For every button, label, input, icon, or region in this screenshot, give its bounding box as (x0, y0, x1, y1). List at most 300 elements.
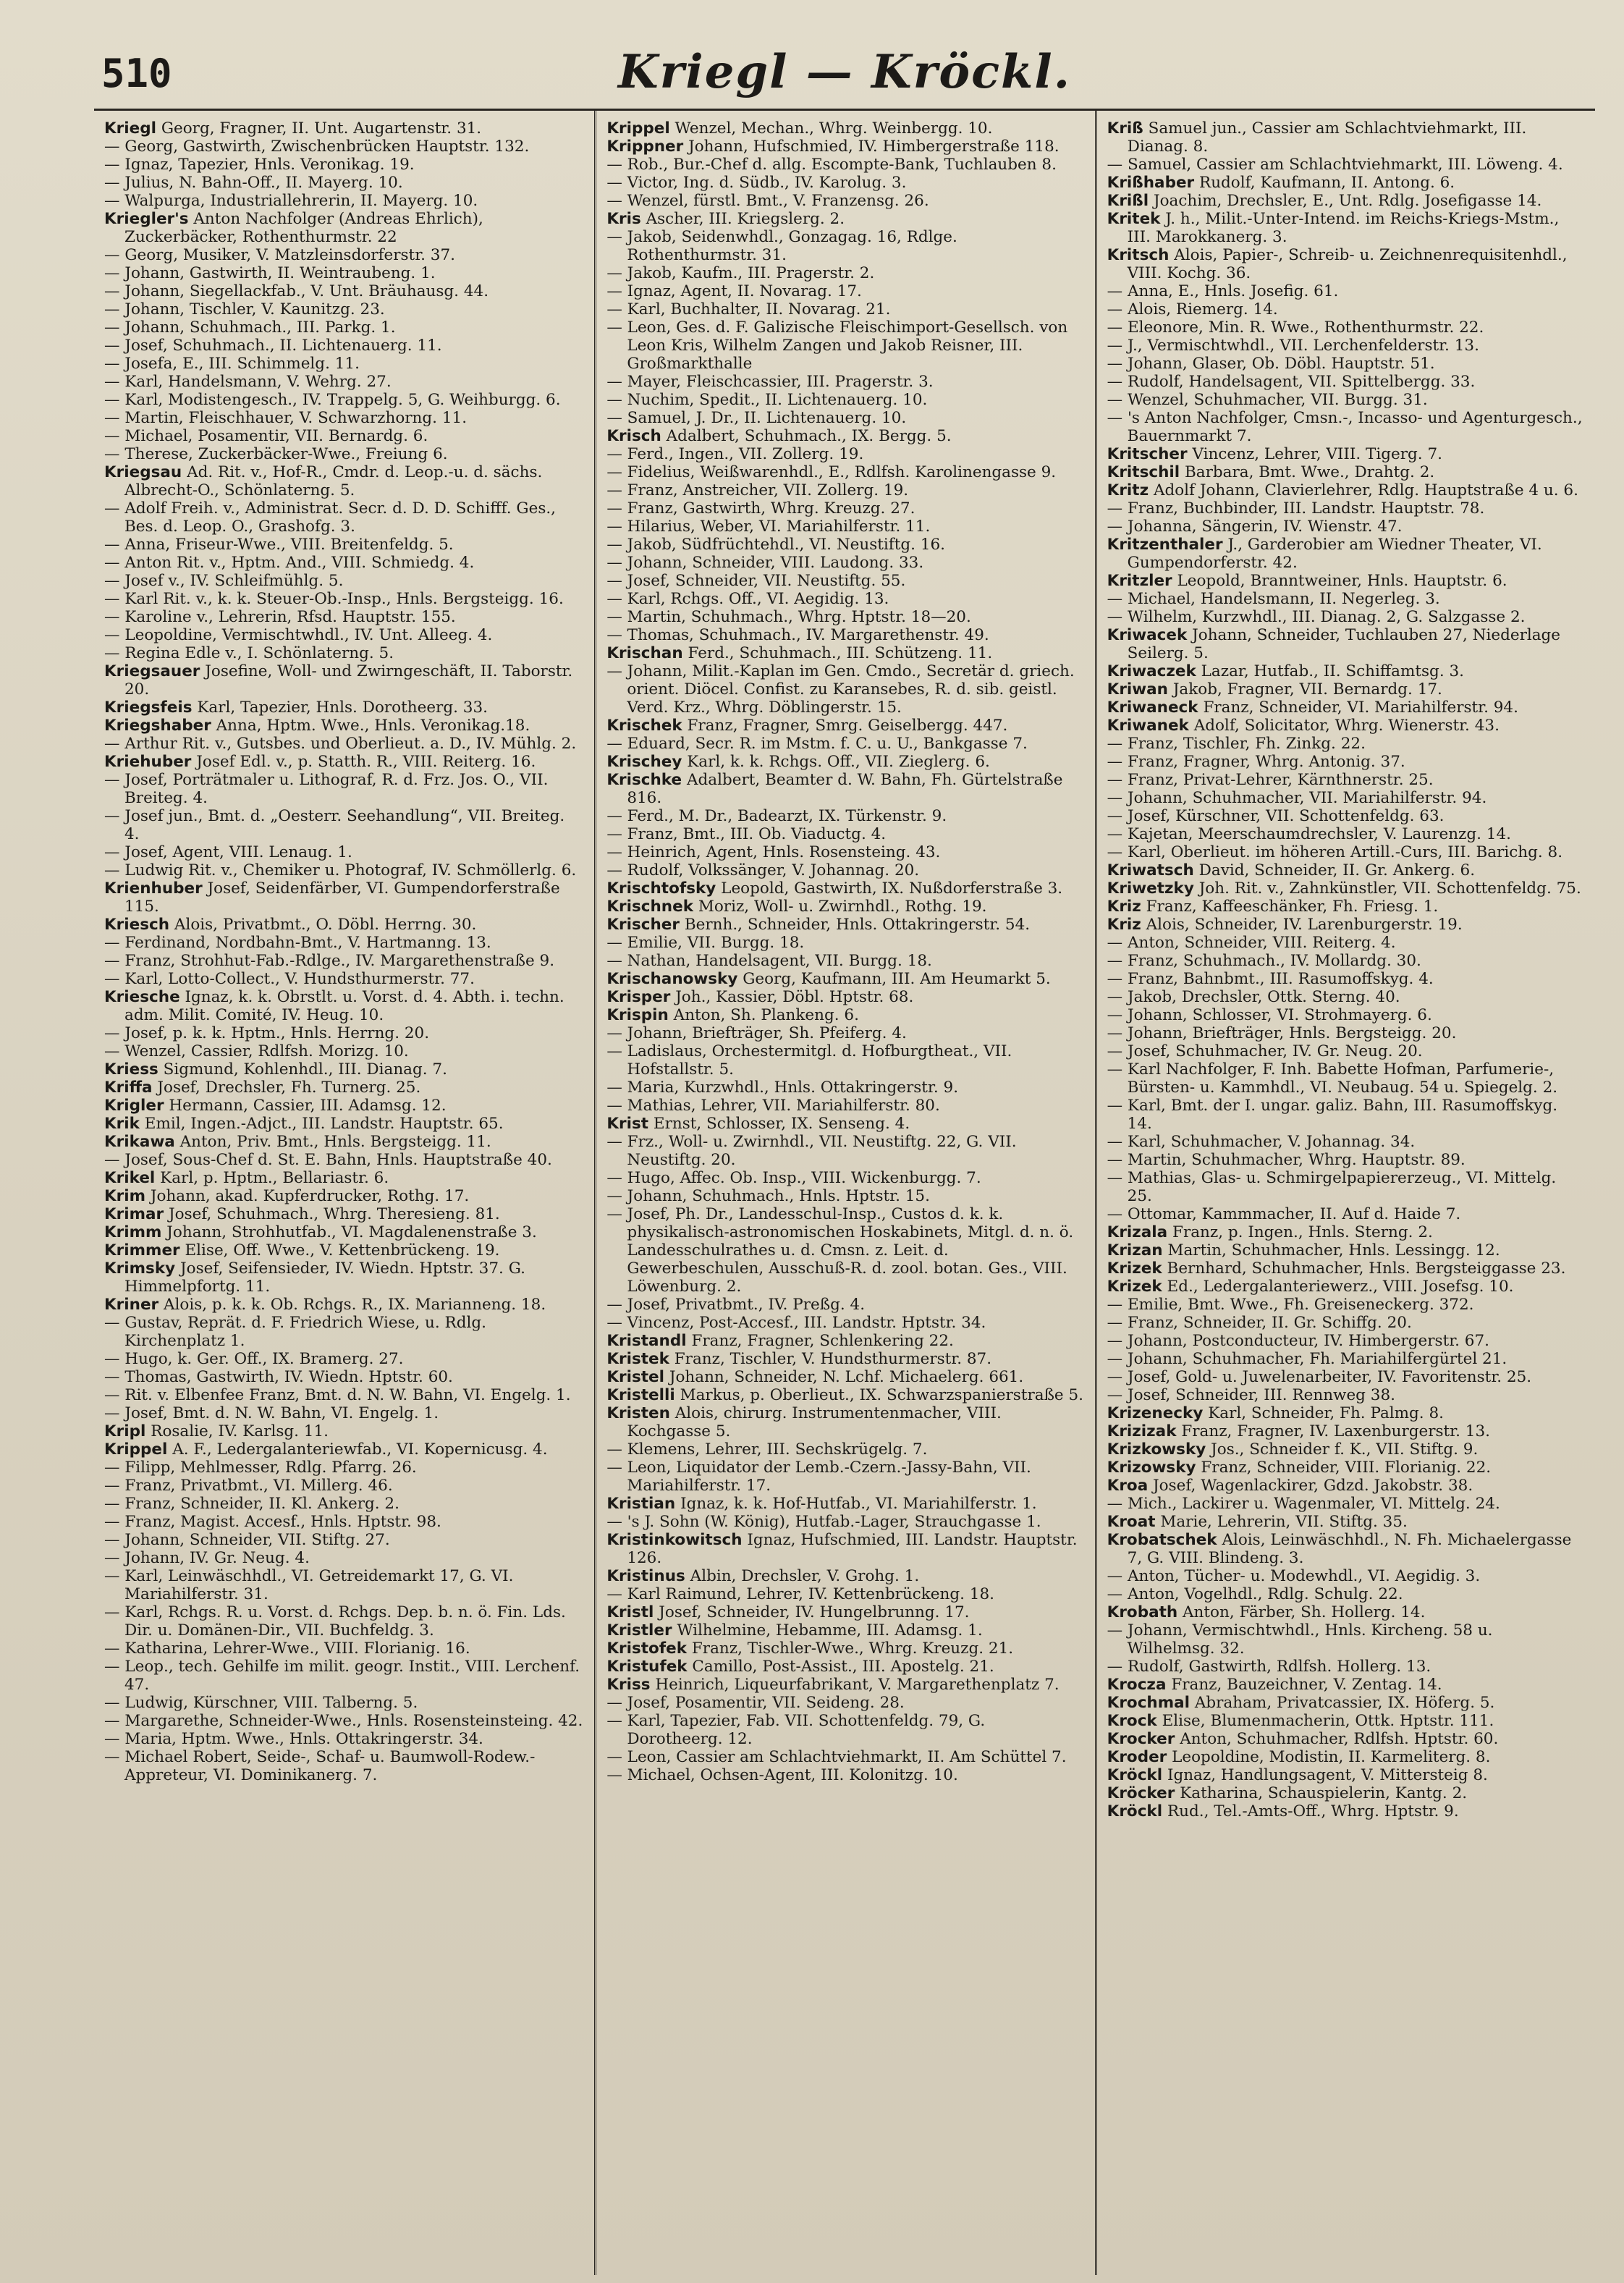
directory-entry (606, 192, 1084, 210)
directory-entry (104, 300, 584, 318)
entry-text: — Leop., tech. Gehilfe im milit. geogr. Instit., VIII. Lerchenf. 47. (104, 1658, 580, 1694)
directory-entry (606, 1640, 1084, 1658)
directory-entry (606, 879, 1084, 898)
entry-text: — Samuel, Cassier am Schlachtviehmarkt, III. Löweng. 4. (1107, 156, 1563, 174)
entry-text: — Josef, Privatbmt., IV. Preßg. 4. (606, 1296, 866, 1314)
entry-text: Markus, p. Oberlieut., IX. Schwarzspanierstraße 5. (680, 1386, 1084, 1404)
directory-entry (606, 1459, 1084, 1495)
directory-entry (104, 879, 584, 916)
directory-entry (1107, 608, 1585, 626)
entry-text: Rud., Tel.-Amts-Off., Whrg. Hptstr. 9. (1167, 1802, 1459, 1820)
entry-text: — Mich., Lackirer u. Wagenmaler, VI. Mittelg. 24. (1107, 1495, 1500, 1513)
directory-entry (606, 156, 1084, 174)
entry-text: — Karl, Rchgs. R. u. Vorst. d. Rchgs. Dep. b. n. ö. Fin. Lds. Dir. u. Domänen-Dir., VII. Buchfeldg. 3. (104, 1603, 566, 1640)
entry-text: Georg, Fragner, II. Unt. Augartenstr. 31. (161, 119, 482, 138)
entry-text: Alois, chirurg. Instrumentenmacher, VIII. Kochgasse 5. (627, 1404, 1002, 1440)
directory-entry (606, 1024, 1084, 1042)
entry-text: Elise, Blumenmacherin, Ottk. Hptstr. 111. (1162, 1712, 1494, 1730)
entry-surname: Krippel (104, 1440, 168, 1459)
column-3 (1095, 111, 1595, 2275)
directory-entry (606, 499, 1084, 518)
entry-text: — Eduard, Secr. R. im Mstm. f. C. u. U., Bankgasse 7. (606, 735, 1028, 753)
directory-entry (606, 1658, 1084, 1676)
entry-surname: Krischek (606, 717, 682, 735)
entry-text: — Franz, Privatbmt., VI. Millerg. 46. (104, 1477, 393, 1495)
directory-entry (104, 717, 584, 735)
directory-entry (104, 988, 584, 1024)
directory-entry (104, 1567, 584, 1603)
entry-text: — Wenzel, Schuhmacher, VII. Burgg. 31. (1107, 391, 1428, 409)
entry-surname: Krobatschek (1107, 1531, 1217, 1549)
entry-text: — Maria, Hptm. Wwe., Hnls. Ottakringerstr. 34. (104, 1730, 483, 1748)
entry-text: Franz, Tischler, V. Hundsthurmerstr. 87. (674, 1350, 992, 1368)
directory-entry (606, 391, 1084, 409)
entry-text: — Leopoldine, Vermischtwhdl., IV. Unt. Alleeg. 4. (104, 626, 493, 644)
directory-entry (1107, 1802, 1585, 1820)
entry-text: — Ladislaus, Orchestermitgl. d. Hofburgtheat., VII. Hofstallstr. 5. (606, 1042, 1012, 1079)
directory-columns (94, 111, 1595, 2275)
directory-entry (606, 1006, 1084, 1024)
entry-text: Bernhard, Schuhmacher, Hnls. Bergsteiggasse 23. (1167, 1259, 1566, 1278)
entry-text: Alois, Schneider, IV. Larenburgerstr. 19. (1146, 916, 1463, 934)
directory-entry (606, 1368, 1084, 1386)
directory-entry (104, 970, 584, 988)
entry-surname: Kristofek (606, 1640, 688, 1658)
entry-text: — Mathias, Lehrer, VII. Mariahilferstr. 80. (606, 1097, 940, 1115)
directory-entry (606, 771, 1084, 807)
entry-surname: Kriwanek (1107, 717, 1189, 735)
directory-entry (1107, 1278, 1585, 1296)
entry-surname: Kriwetzky (1107, 879, 1194, 898)
entry-text: — Franz, Buchbinder, III. Landstr. Hauptstr. 78. (1107, 499, 1485, 518)
directory-entry (104, 1350, 584, 1368)
entry-surname: Kroat (1107, 1513, 1156, 1531)
entry-text: — Josef, p. k. k. Hptm., Hnls. Herrng. 20. (104, 1024, 430, 1042)
directory-entry (606, 210, 1084, 228)
directory-entry (1107, 1784, 1585, 1802)
entry-surname: Krizenecky (1107, 1404, 1204, 1422)
directory-entry (1107, 174, 1585, 192)
page-number: 510 (101, 51, 172, 96)
directory-entry (104, 210, 584, 246)
entry-text: — Johann, Briefträger, Sh. Pfeiferg. 4. (606, 1024, 907, 1042)
entry-surname: Krik (104, 1115, 140, 1133)
directory-entry (606, 518, 1084, 536)
entry-text: — Franz, Gastwirth, Whrg. Kreuzg. 27. (606, 499, 915, 518)
entry-text: Franz, Tischler-Wwe., Whrg. Kreuzg. 21. (691, 1640, 1014, 1658)
directory-entry (104, 192, 584, 210)
directory-entry (1107, 1024, 1585, 1042)
entry-surname: Kris (606, 210, 641, 228)
entry-text: Hermann, Cassier, III. Adamsg. 12. (169, 1097, 447, 1115)
entry-surname: Krimmer (104, 1241, 180, 1259)
directory-entry (1107, 861, 1585, 879)
directory-entry (606, 1495, 1084, 1513)
directory-entry (1107, 590, 1585, 608)
entry-text: Adolf Johann, Clavierlehrer, Rdlg. Hauptstraße 4 u. 6. (1153, 481, 1578, 499)
directory-entry (1107, 1133, 1585, 1151)
directory-entry (1107, 337, 1585, 355)
entry-surname: Krischtofsky (606, 879, 716, 898)
directory-entry (104, 337, 584, 355)
entry-surname: Kritek (1107, 210, 1161, 228)
directory-entry (104, 1549, 584, 1567)
entry-surname: Kriegsauer (104, 662, 200, 680)
directory-entry (606, 735, 1084, 753)
directory-entry (606, 1296, 1084, 1314)
directory-entry (606, 1567, 1084, 1585)
directory-entry (1107, 807, 1585, 825)
entry-text: Karl, Schneider, Fh. Palmg. 8. (1208, 1404, 1444, 1422)
directory-entry (606, 1404, 1084, 1440)
directory-entry (1107, 1459, 1585, 1477)
directory-entry (104, 1024, 584, 1042)
entry-surname: Kristian (606, 1495, 676, 1513)
directory-entry (104, 807, 584, 843)
entry-text: Johann, Hufschmied, IV. Himbergerstraße 118. (688, 138, 1060, 156)
directory-entry (606, 1603, 1084, 1621)
directory-entry (1107, 119, 1585, 156)
entry-text: — Johann, Schuhmach., Hnls. Hptstr. 15. (606, 1187, 930, 1205)
directory-entry (1107, 879, 1585, 898)
directory-entry (606, 1350, 1084, 1368)
entry-surname: Kriz (1107, 898, 1141, 916)
directory-entry (104, 1169, 584, 1187)
entry-text: — Josefa, E., III. Schimmelg. 11. (104, 355, 360, 373)
directory-entry (104, 1042, 584, 1060)
entry-surname: Kristel (606, 1368, 664, 1386)
directory-entry (606, 1097, 1084, 1115)
entry-text: Ignaz, k. k. Obrstlt. u. Vorst. d. 4. Abth. i. techn. adm. Milit. Comité, IV. Heug. 10. (124, 988, 564, 1024)
directory-entry (104, 753, 584, 771)
directory-entry (1107, 536, 1585, 572)
entry-text: — Therese, Zuckerbäcker-Wwe., Freiung 6. (104, 445, 448, 463)
directory-entry (606, 1042, 1084, 1079)
entry-surname: Krocza (1107, 1676, 1167, 1694)
entry-text: Ferd., Schuhmach., III. Schützeng. 11. (688, 644, 993, 662)
entry-surname: Kriegl (104, 119, 156, 138)
entry-text: Lazar, Hutfab., II. Schiffamtsg. 3. (1201, 662, 1465, 680)
directory-entry (104, 1495, 584, 1513)
entry-text: — Johann, Tischler, V. Kaunitzg. 23. (104, 300, 385, 318)
entry-text: — Franz, Bahnbmt., III. Rasumoffskyg. 4. (1107, 970, 1434, 988)
entry-surname: Krienhuber (104, 879, 203, 898)
directory-entry (104, 318, 584, 337)
directory-entry (104, 699, 584, 717)
directory-entry (1107, 156, 1585, 174)
directory-entry (1107, 1440, 1585, 1459)
entry-text: — Johann, Siegellackfab., V. Unt. Bräuhausg. 44. (104, 282, 489, 300)
entry-text: Josef, Drechsler, Fh. Turnerg. 25. (157, 1079, 421, 1097)
directory-entry (104, 608, 584, 626)
entry-text: — Karl Rit. v., k. k. Steuer-Ob.-Insp., Hnls. Bergsteigg. 16. (104, 590, 564, 608)
directory-entry (104, 536, 584, 554)
entry-surname: Krischke (606, 771, 682, 789)
entry-text: — Eleonore, Min. R. Wwe., Rothenthurmstr. 22. (1107, 318, 1484, 337)
entry-text: — Klemens, Lehrer, III. Sechskrügelg. 7. (606, 1440, 928, 1459)
entry-surname: Krischanowsky (606, 970, 738, 988)
directory-entry (1107, 391, 1585, 409)
directory-entry (1107, 1531, 1585, 1567)
entry-text: Martin, Schuhmacher, Hnls. Lessingg. 12. (1167, 1241, 1500, 1259)
directory-entry (104, 463, 584, 499)
entry-text: — Rit. v. Elbenfee Franz, Bmt. d. N. W. Bahn, VI. Engelg. 1. (104, 1386, 571, 1404)
entry-text: Adalbert, Schuhmach., IX. Bergg. 5. (666, 427, 952, 445)
directory-entry (606, 373, 1084, 391)
directory-entry (606, 807, 1084, 825)
entry-text: — Wenzel, fürstl. Bmt., V. Franzensg. 26. (606, 192, 929, 210)
entry-text: — Johann, Schuhmach., III. Parkg. 1. (104, 318, 396, 337)
entry-text: Bernh., Schneider, Hnls. Ottakringerstr. 54. (684, 916, 1031, 934)
entry-text: Katharina, Schauspielerin, Kantg. 2. (1180, 1784, 1468, 1802)
entry-text: Franz, Schneider, VIII. Florianig. 22. (1201, 1459, 1492, 1477)
entry-surname: Krisch (606, 427, 661, 445)
entry-text: — Samuel, J. Dr., II. Lichtenauerg. 10. (606, 409, 907, 427)
directory-entry (1107, 988, 1585, 1006)
entry-text: Wilhelmine, Hebamme, III. Adamsg. 1. (677, 1621, 983, 1640)
entry-text: — Regina Edle v., I. Schönlaterng. 5. (104, 644, 394, 662)
entry-text: Karl, Tapezier, Hnls. Dorotheerg. 33. (197, 699, 488, 717)
directory-entry (104, 1296, 584, 1314)
directory-entry (1107, 318, 1585, 337)
entry-text: Alois, Privatbmt., O. Döbl. Herrng. 30. (174, 916, 477, 934)
entry-text: — Johann, Milit.-Kaplan im Gen. Cmdo., Secretär d. griech. orient. Diöcel. Confist. zu Karansebes, R. d. sib. geistl. Verd. Krz., Whrg. Döblingerstr. 15. (606, 662, 1075, 717)
entry-surname: Kriz (1107, 916, 1141, 934)
entry-surname: Krißl (1107, 192, 1149, 210)
directory-entry (104, 1694, 584, 1712)
entry-text: Moriz, Woll- u. Zwirnhdl., Rothg. 19. (698, 898, 987, 916)
entry-surname: Kristler (606, 1621, 672, 1640)
entry-text: — Kajetan, Meerschaumdrechsler, V. Laurenzg. 14. (1107, 825, 1511, 843)
directory-entry (606, 1748, 1084, 1766)
directory-entry (104, 1640, 584, 1658)
directory-entry (606, 409, 1084, 427)
entry-text: Ignaz, Handlungsagent, V. Mittersteig 8. (1167, 1766, 1488, 1784)
directory-entry (104, 1386, 584, 1404)
entry-text: — Johann, Briefträger, Hnls. Bergsteigg. 20. (1107, 1024, 1457, 1042)
entry-text: J., Garderobier am Wiedner Theater, VI. Gumpendorferstr. 42. (1127, 536, 1542, 572)
directory-entry (1107, 246, 1585, 282)
entry-text: — Victor, Ing. d. Südb., IV. Karolug. 3. (606, 174, 907, 192)
entry-text: David, Schneider, II. Gr. Ankerg. 6. (1198, 861, 1476, 879)
directory-entry (104, 1133, 584, 1151)
entry-surname: Krizala (1107, 1223, 1168, 1241)
entry-surname: Krigler (104, 1097, 164, 1115)
directory-entry (1107, 934, 1585, 952)
directory-entry (104, 156, 584, 174)
entry-text: — Ferd., Ingen., VII. Zollerg. 19. (606, 445, 864, 463)
directory-entry (104, 1187, 584, 1205)
entry-surname: Kriffa (104, 1079, 153, 1097)
entry-text: Camillo, Post-Assist., III. Apostelg. 21. (692, 1658, 994, 1676)
entry-text: — Rudolf, Gastwirth, Rdlfsh. Hollerg. 13. (1107, 1658, 1431, 1676)
directory-entry (606, 1513, 1084, 1531)
entry-text: — Josef, Schneider, VII. Neustiftg. 55. (606, 572, 906, 590)
entry-surname: Krim (104, 1187, 146, 1205)
directory-entry (606, 753, 1084, 771)
entry-text: — Hugo, k. Ger. Off., IX. Bramerg. 27. (104, 1350, 404, 1368)
directory-entry (1107, 789, 1585, 807)
entry-text: — Karl, Oberlieut. im höheren Artill.-Curs, III. Barichg. 8. (1107, 843, 1563, 861)
entry-surname: Kritschil (1107, 463, 1180, 481)
directory-entry (1107, 1006, 1585, 1024)
directory-entry (1107, 843, 1585, 861)
entry-surname: Krock (1107, 1712, 1157, 1730)
entry-text: Josef, Schuhmach., Whrg. Theresieng. 81. (169, 1205, 500, 1223)
directory-entry (1107, 1603, 1585, 1621)
directory-entry (104, 572, 584, 590)
directory-entry (104, 138, 584, 156)
entry-text: — Josef, Schneider, III. Rennweg 38. (1107, 1386, 1395, 1404)
directory-entry (606, 1332, 1084, 1350)
entry-text: — Franz, Schneider, II. Kl. Ankerg. 2. (104, 1495, 399, 1513)
entry-surname: Krocker (1107, 1730, 1175, 1748)
entry-text: Johann, Strohhutfab., VI. Magdalenenstraße 3. (166, 1223, 537, 1241)
directory-entry (606, 572, 1084, 590)
directory-entry (104, 934, 584, 952)
directory-entry (1107, 662, 1585, 680)
directory-entry (606, 952, 1084, 970)
entry-text: Franz, Fragner, Smrg. Geiselbergg. 447. (687, 717, 1008, 735)
entry-surname: Kriess (104, 1060, 158, 1079)
entry-text: — Anton, Tücher- u. Modewhdl., VI. Aegidig. 3. (1107, 1567, 1481, 1585)
entry-text: Alois, Leinwäschhdl., N. Fh. Michaelergasse 7, G. VIII. Blindeng. 3. (1127, 1531, 1572, 1567)
entry-text: — Johann, Schuhmacher, VII. Mariahilferstr. 94. (1107, 789, 1487, 807)
entry-text: — Franz, Schuhmach., IV. Mollardg. 30. (1107, 952, 1421, 970)
entry-surname: Kriwaczek (1107, 662, 1196, 680)
directory-entry (606, 282, 1084, 300)
entry-surname: Kroder (1107, 1748, 1167, 1766)
entry-text: — Johann, Glaser, Ob. Döbl. Hauptstr. 51. (1107, 355, 1435, 373)
entry-surname: Kristandl (606, 1332, 687, 1350)
directory-entry (104, 644, 584, 662)
directory-entry (104, 1477, 584, 1495)
directory-entry (606, 970, 1084, 988)
entry-text: Adalbert, Beamter d. W. Bahn, Fh. Gürtelstraße 816. (627, 771, 1063, 807)
entry-text: — Leon, Liquidator der Lemb.-Czern.-Jassy-Bahn, VII. Mariahilferstr. 17. (606, 1459, 1031, 1495)
entry-text: — Margarethe, Schneider-Wwe., Hnls. Rosensteinsteing. 42. (104, 1712, 583, 1730)
directory-entry (104, 1404, 584, 1422)
entry-text: — Georg, Musiker, V. Matzleinsdorferstr. 37. (104, 246, 455, 264)
entry-surname: Krimar (104, 1205, 164, 1223)
entry-text: — Franz, Privat-Lehrer, Kärnthnerstr. 25. (1107, 771, 1434, 789)
entry-text: Rosalie, IV. Karlsg. 11. (151, 1422, 329, 1440)
directory-entry (104, 1712, 584, 1730)
directory-entry (104, 916, 584, 934)
directory-entry (104, 355, 584, 373)
entry-surname: Kriegler's (104, 210, 189, 228)
directory-entry (1107, 1042, 1585, 1060)
entry-surname: Kriwaneck (1107, 699, 1198, 717)
entry-text: — Josef, Porträtmaler u. Lithograf, R. d. Frz. Jos. O., VII. Breiteg. 4. (104, 771, 549, 807)
directory-entry (606, 1621, 1084, 1640)
entry-text: — Josef, Sous-Chef d. St. E. Bahn, Hnls. Hauptstraße 40. (104, 1151, 552, 1169)
entry-text: — Wenzel, Cassier, Rdlfsh. Morizg. 10. (104, 1042, 409, 1060)
entry-text: Jakob, Fragner, VII. Bernardg. 17. (1172, 680, 1442, 699)
directory-entry (606, 427, 1084, 445)
entry-text: — Karl, Schuhmacher, V. Johannag. 34. (1107, 1133, 1416, 1151)
entry-surname: Kriegsau (104, 463, 182, 481)
directory-entry (606, 916, 1084, 934)
directory-entry (1107, 481, 1585, 499)
entry-surname: Kriesch (104, 916, 170, 934)
entry-text: — Franz, Strohhut-Fab.-Rdlge., IV. Margarethenstraße 9. (104, 952, 555, 970)
entry-surname: Kristinus (606, 1567, 685, 1585)
directory-entry (104, 264, 584, 282)
entry-text: — Frz., Woll- u. Zwirnhdl., VII. Neustiftg. 22, G. VII. Neustiftg. 20. (606, 1133, 1017, 1169)
directory-entry (1107, 409, 1585, 445)
directory-entry (1107, 1241, 1585, 1259)
entry-surname: Kröckl (1107, 1802, 1163, 1820)
directory-entry (104, 1658, 584, 1694)
directory-entry (1107, 1205, 1585, 1223)
directory-entry (1107, 445, 1585, 463)
entry-surname: Kriehuber (104, 753, 192, 771)
entry-text: Abraham, Privatcassier, IX. Höferg. 5. (1194, 1694, 1495, 1712)
directory-entry (104, 282, 584, 300)
entry-text: — Johann, Schneider, VII. Stiftg. 27. (104, 1531, 390, 1549)
directory-entry (606, 1079, 1084, 1097)
entry-text: — Josef, Schuhmacher, IV. Gr. Neug. 20. (1107, 1042, 1423, 1060)
entry-text: Josef, Wagenlackirer, Gdzd. Jakobstr. 38. (1153, 1477, 1473, 1495)
entry-text: — Michael, Ochsen-Agent, III. Kolonitzg. 10. (606, 1766, 958, 1784)
entry-text: Franz, Fragner, IV. Laxenburgerstr. 13. (1181, 1422, 1490, 1440)
entry-text: — Michael Robert, Seide-, Schaf- u. Baumwoll-Rodew.-Appreteur, VI. Dominikanerg. 7. (104, 1748, 536, 1784)
directory-entry (1107, 1621, 1585, 1658)
directory-entry (606, 1133, 1084, 1169)
directory-entry (606, 1205, 1084, 1296)
directory-entry (606, 119, 1084, 138)
directory-entry (104, 1259, 584, 1296)
directory-entry (606, 1531, 1084, 1567)
entry-text: — Franz, Bmt., III. Ob. Viaductg. 4. (606, 825, 887, 843)
directory-entry (1107, 1748, 1585, 1766)
directory-entry (606, 1187, 1084, 1205)
entry-surname: Krimm (104, 1223, 162, 1241)
directory-entry (1107, 1766, 1585, 1784)
directory-entry (104, 1513, 584, 1531)
directory-entry (606, 481, 1084, 499)
entry-text: Ed., Ledergalanteriewerz., VIII. Josefsg. 10. (1167, 1278, 1514, 1296)
entry-text: — Julius, N. Bahn-Off., II. Mayerg. 10. (104, 174, 403, 192)
entry-text: Leopold, Branntweiner, Hnls. Hauptstr. 6. (1177, 572, 1507, 590)
entry-surname: Krimsky (104, 1259, 176, 1278)
directory-entry (606, 898, 1084, 916)
directory-entry (1107, 1422, 1585, 1440)
entry-surname: Kriwatsch (1107, 861, 1194, 879)
directory-entry (606, 1314, 1084, 1332)
entry-text: — Josef, Bmt. d. N. W. Bahn, VI. Engelg. 1. (104, 1404, 439, 1422)
entry-surname: Kriss (606, 1676, 651, 1694)
entry-surname: Krischer (606, 916, 680, 934)
directory-entry (104, 590, 584, 608)
column-2 (594, 111, 1094, 2275)
directory-entry (1107, 1404, 1585, 1422)
directory-entry (104, 843, 584, 861)
entry-text: — Emilie, Bmt. Wwe., Fh. Greiseneckerg. 372. (1107, 1296, 1474, 1314)
entry-text: Jos., Schneider f. K., VII. Stiftg. 9. (1211, 1440, 1479, 1459)
directory-entry (1107, 735, 1585, 753)
directory-entry (1107, 572, 1585, 590)
entry-text: — Josef v., IV. Schleifmühlg. 5. (104, 572, 344, 590)
directory-entry (1107, 1314, 1585, 1332)
directory-entry (104, 391, 584, 409)
directory-entry (606, 1115, 1084, 1133)
entry-surname: Kristen (606, 1404, 670, 1422)
directory-entry (1107, 1585, 1585, 1603)
page-title: Kriegl — Kröckl. (618, 45, 1071, 99)
entry-text: — Karl, Modistengesch., IV. Trappelg. 5, G. Weihburgg. 6. (104, 391, 561, 409)
